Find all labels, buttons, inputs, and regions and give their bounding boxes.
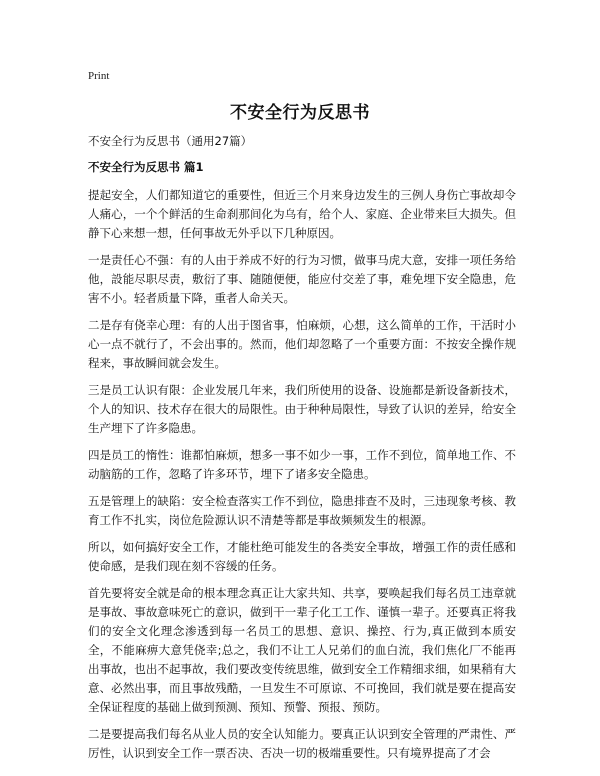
paragraph: 提起安全，人们都知道它的重要性，但近三个月来身边发生的三例人身伤亡事故却令人痛心，一个个鲜活的生命刹那间化为乌有，给个人、家庭、企业带来巨大损失。但静下心来想一想，任何事故无外乎以下几种原因。: [88, 188, 516, 240]
print-label: Print: [88, 70, 110, 82]
paragraph: 二是要提高我们每名从业人员的安全认知能力。要真正认识到安全管理的严肃性、严厉性，认识到安全工作一票否决、否决一切的极端重要性。只有境界提高了才会: [88, 727, 516, 760]
document-body: [88, 186, 516, 771]
paragraph: 首先要将安全就是命的根本理念真正让大家共知、共享，要唤起我们每名员工违章就是事故、事故意味死亡的意识，做到干一辈子化工工作、谨慎一辈子。还要真正将我们的安全文化理念渗透到每一名员工的思想、意识、操控、行为,真正做到本质安全，不能麻痹大意凭侥幸;总之，我们不让工人兄弟们的血白流，我们焦化厂不能再出事故，也出不起事故，我们要改变传统思维，做到安全工作精细求细，如果稍有大意、必然出事，而且事故残酷，一旦发生不可原谅、不可挽回，我们就是要在提高安全保证程度的基础上做到预测、预知、预警、预报、预防。: [88, 586, 516, 714]
paragraph: 一是责任心不强：有的人由于养成不好的行为习惯，做事马虎大意，安排一项任务给他，設能尽职尽责，敷衍了事、随随便便，能应付交差了事，难免埋下安全隐患，危害不小。轻者质量下降，重者人命关天。: [88, 253, 516, 305]
document-subtitle: 不安全行为反思书（通用27篇）: [88, 134, 253, 148]
paragraph: 三是员工认识有限：企业发展几年来，我们所使用的设备、设施都是新设备新技术，个人的知识、技术存在很大的局限性。由于种种局限性，导致了认识的差异，给安全生产埋下了许多隐患。: [88, 383, 516, 435]
paragraph: 四是员工的惰性：谁都怕麻烦，想多一事不如少一事，工作不到位，简单地工作、不动脑筋的工作，忽略了许多环节，埋下了诸多安全隐患。: [88, 448, 516, 481]
paragraph: 所以，如何搞好安全工作，才能杜绝可能发生的各类安全事故，增强工作的责任感和使命感，是我们现在刻不容缓的任务。: [88, 540, 516, 573]
paragraph: 二是存有侥幸心理：有的人出于图省事，怕麻烦，心想，这么简单的工作，干活时小心一点不就行了，不会出事的。然而，他们却忽略了一个重要方面：不按安全操作规程来，事故瞬间就会发生。: [88, 318, 516, 370]
section-heading: 不安全行为反思书 篇1: [88, 160, 204, 174]
page-title: 不安全行为反思书: [230, 103, 370, 123]
paragraph: 五是管理上的缺陷：安全检查落实工作不到位，隐患排查不及时，三违现象考核、教育工作不扎实，岗位危险源认识不清楚等都是事故频频发生的根源。: [88, 494, 516, 527]
